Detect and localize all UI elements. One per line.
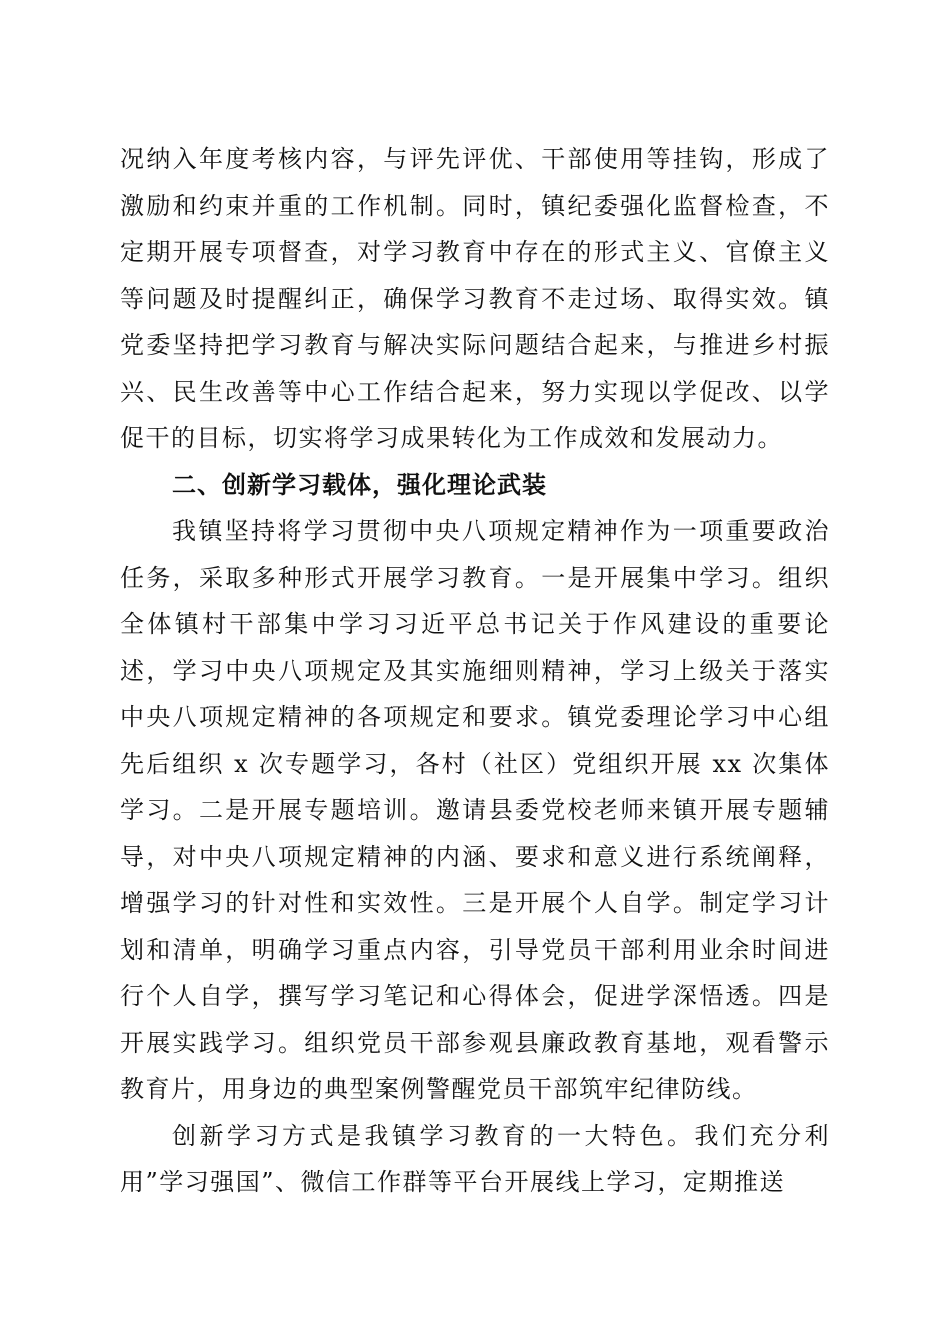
paragraph-study-methods: 创新学习方式是我镇学习教育的一大特色。我们充分利用”学习强国”、微信工作群等平台开展线上学习，定期推送 xyxy=(120,1121,830,1196)
paragraph-study-forms: 我镇坚持将学习贯彻中央八项规定精神作为一项重要政治任务，采取多种形式开展学习教育。一是开展集中学习。组织全体镇村干部集中学习习近平总书记关于作风建设的重要论述，学习中央八项规定及其实施细则精神，学习上级关于落实中央八项规定精神的各项规定和要求。镇党委理论学习中心组先后组织 x 次专题学习，各村（社区）党组织开展 xx 次集体学习。二是开展专题培训。邀请县委党校老师来镇开展专题辅导，对中央八项规定精神的内涵、要求和意义进行系统阐释，增强学习的针对性和实效性。三是开展个人自学。制定学习计划和清单，明确学习重点内容，引导党员干部利用业余时间进行个人自学，撰写学习笔记和心得体会，促进学深悟透。四是开展实践学习。组织党员干部参观县廉政教育基地，观看警示教育片，用身边的典型案例警醒党员干部筑牢纪律防线。 xyxy=(120,517,830,1103)
document-body xyxy=(120,136,830,1206)
section-heading: 二、创新学习载体，强化理论武装 xyxy=(172,470,547,499)
paragraph-continued: 况纳入年度考核内容，与评先评优、干部使用等挂钩，形成了激励和约束并重的工作机制。同时，镇纪委强化监督检查，不定期开展专项督查，对学习教育中存在的形式主义、官僚主义等问题及时提醒纠正，确保学习教育不走过场、取得实效。镇党委坚持把学习教育与解决实际问题结合起来，与推进乡村振兴、民生改善等中心工作结合起来，努力实现以学促改、以学促干的目标，切实将学习成果转化为工作成效和发展动力。 xyxy=(120,145,830,452)
